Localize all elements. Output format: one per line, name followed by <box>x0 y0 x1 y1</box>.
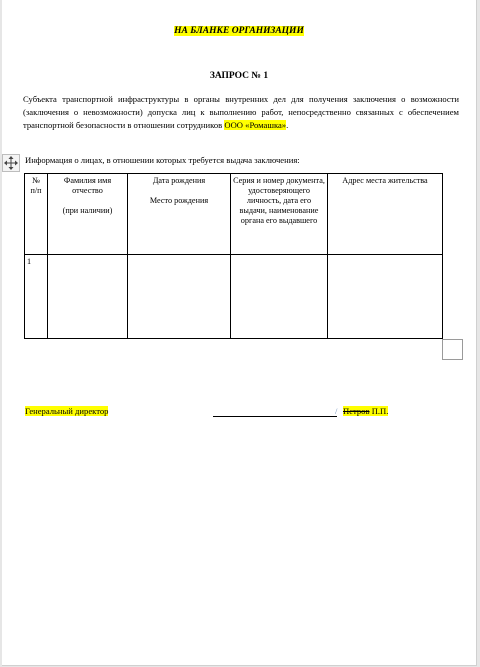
header-document <box>231 174 328 255</box>
document-page <box>2 0 477 666</box>
cell-document[interactable] <box>231 255 328 339</box>
company-name: ООО «Ромашка» <box>224 120 287 130</box>
letterhead <box>2 26 476 36</box>
header-number-line1: № <box>32 176 40 185</box>
table-header-row <box>25 174 443 255</box>
header-number <box>25 174 48 255</box>
signature-surname: Петров <box>343 406 370 416</box>
signature-position-text: Генеральный директор <box>25 406 109 416</box>
table-row <box>25 255 443 339</box>
cell-full-name[interactable] <box>48 255 128 339</box>
cell-address[interactable] <box>328 255 443 339</box>
header-number-line2: п/п <box>30 186 42 195</box>
signature-name <box>343 406 388 416</box>
cell-number[interactable]: 1 <box>25 255 48 339</box>
table-resize-handle[interactable] <box>442 339 463 360</box>
table-move-handle[interactable] <box>2 154 20 172</box>
signature-position <box>25 406 108 416</box>
header-document-text: Серия и номер документа, удостоверяющего личность, дата его выдачи, наименование органа его выдавшего <box>233 176 325 225</box>
paragraph-text: Субъекта транспортной инфраструктуры в органы внутренних дел для получения заключения о возможности (заключения о невозможности) допуска лиц к выполнению работ, непосредственно связанных с обеспечением транспортной безопасности в отношении сотрудников <box>23 94 459 130</box>
request-paragraph <box>23 93 459 132</box>
header-address-text: Адрес места жительства <box>342 176 428 185</box>
letterhead-text: НА БЛАНКЕ ОРГАНИЗАЦИИ <box>174 26 304 36</box>
document-title: ЗАПРОС № 1 <box>209 71 269 81</box>
signature-line <box>213 416 337 417</box>
move-arrows-icon <box>4 156 18 170</box>
cell-birth[interactable] <box>128 255 231 339</box>
header-full-name-line2: (при наличии) <box>62 206 113 215</box>
header-birth <box>128 174 231 255</box>
signature-slash: / <box>335 406 338 416</box>
header-full-name <box>48 174 128 255</box>
header-birth-date: Дата рождения <box>152 176 206 185</box>
header-birth-place: Место рождения <box>149 196 209 205</box>
info-line: Информация о лицах, в отношении которых требуется выдача заключения: <box>25 155 300 165</box>
header-full-name-line1: Фамилия имя отчество <box>63 176 112 195</box>
paragraph-end: . <box>286 120 289 130</box>
header-address <box>328 174 443 255</box>
persons-table <box>24 173 443 339</box>
signature-initials: П.П. <box>371 406 389 416</box>
